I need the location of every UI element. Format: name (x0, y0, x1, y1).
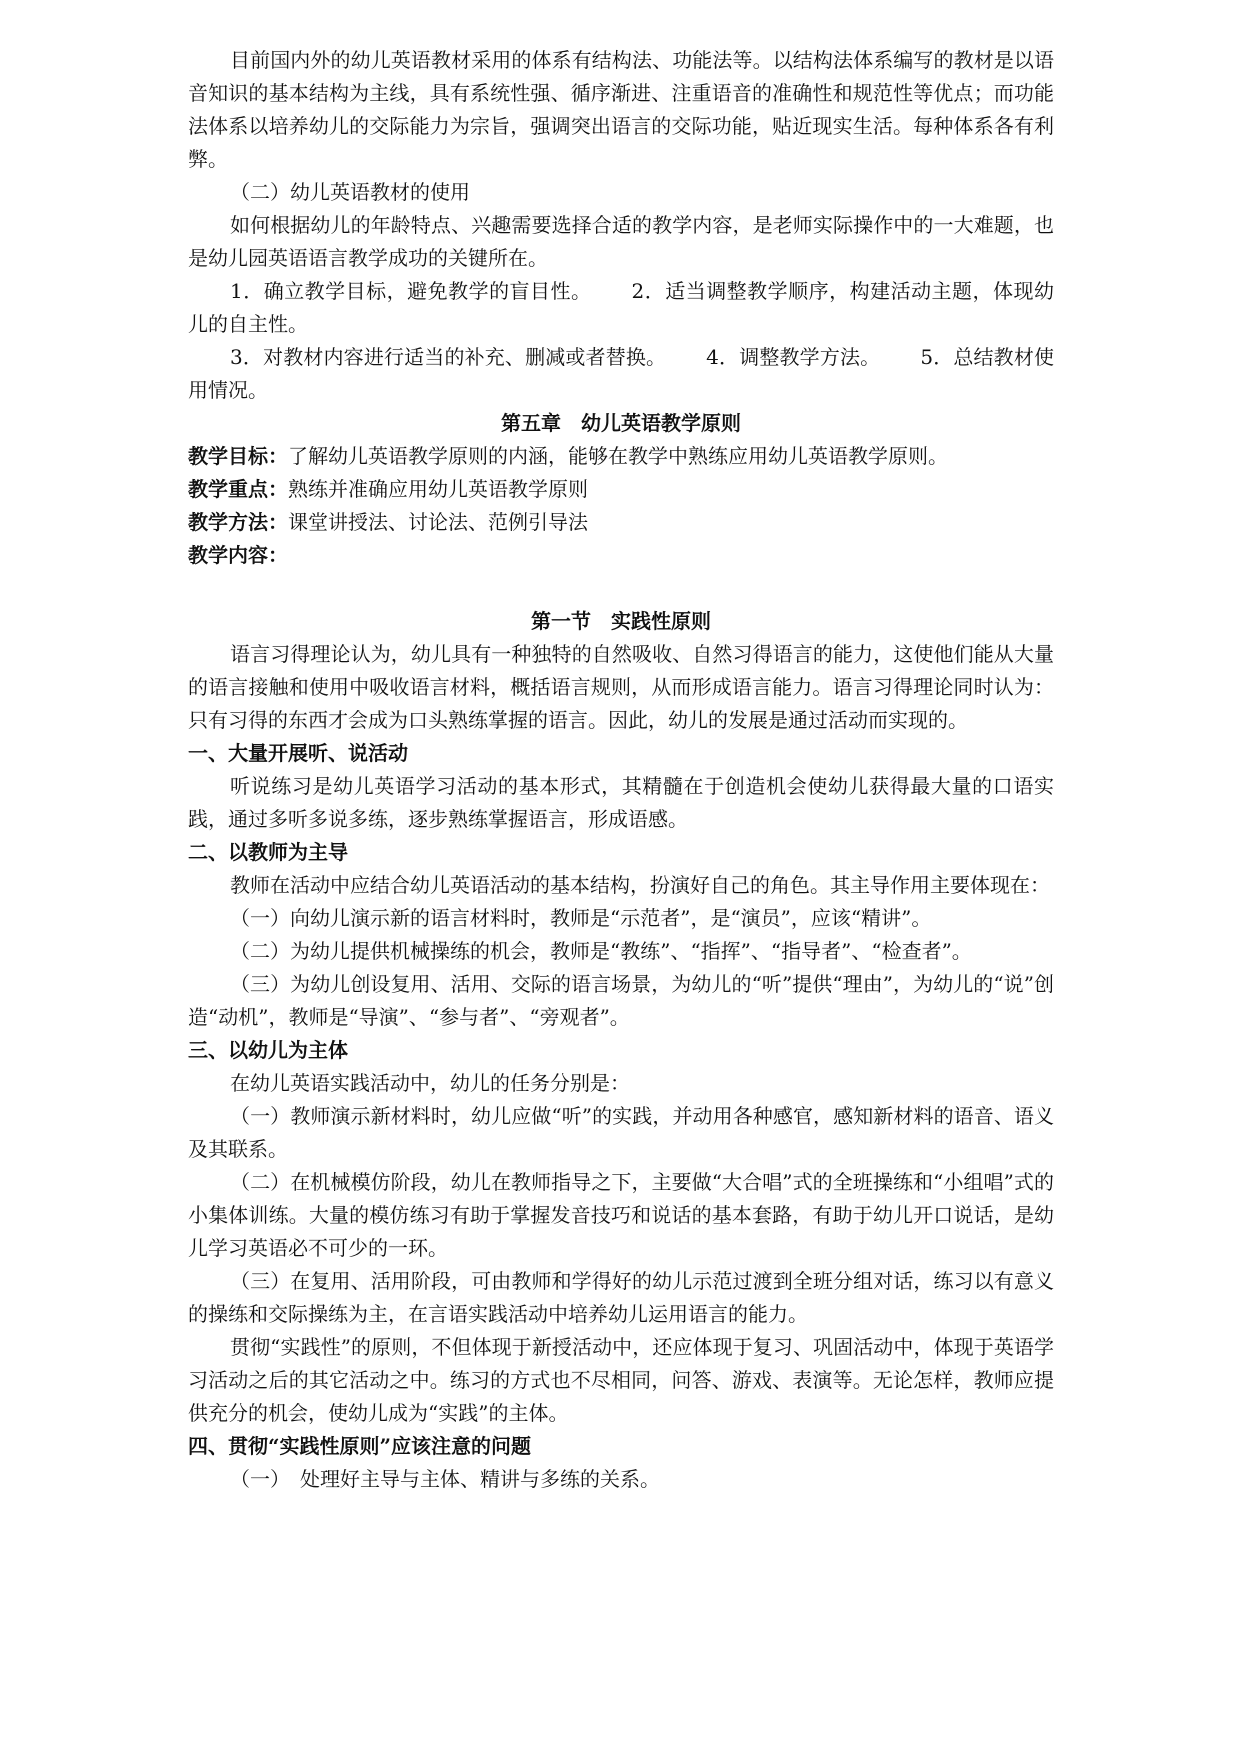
practice-principle-paragraph: 贯彻“实践性”的原则，不但体现于新授活动中，还应体现于复习、巩固活动中，体现于英语学习活动之后的其它活动之中。练习的方式也不尽相同，问答、游戏、表演等。无论怎样，教师应提供充分的机会，使幼儿成为“实践”的主体。 (188, 1335, 1054, 1425)
teaching-goal-text: 了解幼儿英语教学原则的内涵，能够在教学中熟练应用幼儿英语教学原则。 (288, 444, 948, 468)
list-item-4: 4．调整教学方法。 (706, 345, 881, 369)
list-items-3-5 (188, 341, 1054, 407)
child-task-item-1: （一）教师演示新材料时，幼儿应做“听”的实践，并动用各种感官，感知新材料的语音、语义及其联系。 (188, 1104, 1054, 1161)
teaching-focus-text: 熟练并准确应用幼儿英语教学原则 (288, 477, 588, 501)
teaching-method (188, 506, 1054, 539)
textbook-system-paragraph: 目前国内外的幼儿英语教材采用的体系有结构法、功能法等。以结构法体系编写的教材是以语音知识的基本结构为主线，具有系统性强、循序渐进、注重语音的准确性和规范性等优点；而功能法体系以培养幼儿的交际能力为宗旨，强调突出语言的交际功能，贴近现实生活。每种体系各有利弊。 (188, 48, 1054, 171)
child-subject-paragraph: 在幼儿英语实践活动中，幼儿的任务分别是： (230, 1071, 630, 1095)
teaching-method-text: 课堂讲授法、讨论法、范例引导法 (288, 510, 588, 534)
listening-speaking-paragraph: 听说练习是幼儿英语学习活动的基本形式，其精髓在于创造机会使幼儿获得最大量的口语实践，通过多听多说多练，逐步熟练掌握语言，形成语感。 (188, 774, 1054, 831)
list-item-2: 2．适当调整教学顺序，构建活动主题，体现幼儿的自主性。 (188, 279, 1054, 336)
document-body (188, 44, 1054, 1496)
teacher-role-item-2: （二）为幼儿提供机械操练的机会，教师是“教练”、“指挥”、“指导者”、“检查者”。 (230, 939, 972, 963)
teaching-goal-label: 教学目标： (188, 444, 288, 468)
teaching-focus-label: 教学重点： (188, 477, 288, 501)
heading-teacher-leading: 二、以教师为主导 (188, 840, 348, 864)
teaching-goal (188, 440, 1054, 473)
child-task-item-3: （三）在复用、活用阶段，可由教师和学得好的幼儿示范过渡到全班分组对话，练习以有意义的操练和交际操练为主，在言语实践活动中培养幼儿运用语言的能力。 (188, 1269, 1054, 1326)
heading-listening-speaking: 一、大量开展听、说活动 (188, 741, 408, 765)
teaching-focus (188, 473, 1054, 506)
content-selection-paragraph: 如何根据幼儿的年龄特点、兴趣需要选择合适的教学内容，是老师实际操作中的一大难题，也是幼儿园英语语言教学成功的关键所在。 (188, 213, 1054, 270)
teaching-method-label: 教学方法： (188, 510, 288, 534)
list-item-5: 5．总结教材使用情况。 (188, 345, 1054, 402)
section-intro-paragraph: 语言习得理论认为，幼儿具有一种独特的自然吸收、自然习得语言的能力，这使他们能从大量的语言接触和使用中吸收语言材料，概括语言规则，从而形成语言能力。语言习得理论同时认为：只有习得的东西才会成为口头熟练掌握的语言。因此，幼儿的发展是通过活动而实现的。 (188, 642, 1054, 732)
practice-issue-item-1: （一） 处理好主导与主体、精讲与多练的关系。 (230, 1467, 660, 1491)
section-title: 第一节 实践性原则 (531, 609, 711, 633)
subsection-heading-textbook-use: （二）幼儿英语教材的使用 (230, 180, 470, 204)
teaching-content (188, 539, 1054, 572)
list-item-1: 1．确立教学目标，避免教学的盲目性。 (230, 279, 592, 303)
list-item-3: 3．对教材内容进行适当的补充、删减或者替换。 (230, 345, 667, 369)
teacher-role-item-1: （一）向幼儿演示新的语言材料时，教师是“示范者”，是“演员”，应该“精讲”。 (230, 906, 932, 930)
blank-line (188, 572, 1054, 605)
heading-child-subject: 三、以幼儿为主体 (188, 1038, 348, 1062)
heading-practice-issues: 四、贯彻“实践性原则”应该注意的问题 (188, 1434, 532, 1458)
teaching-content-label: 教学内容： (188, 543, 288, 567)
teacher-leading-paragraph: 教师在活动中应结合幼儿英语活动的基本结构，扮演好自己的角色。其主导作用主要体现在： (230, 873, 1050, 897)
teacher-role-item-3: （三）为幼儿创设复用、活用、交际的语言场景，为幼儿的“听”提供“理由”，为幼儿的“说”创造“动机”，教师是“导演”、“参与者”、“旁观者”。 (188, 972, 1054, 1029)
list-items-1-2 (188, 275, 1054, 341)
child-task-item-2: （二）在机械模仿阶段，幼儿在教师指导之下，主要做“大合唱”式的全班操练和“小组唱”式的小集体训练。大量的模仿练习有助于掌握发音技巧和说话的基本套路，有助于幼儿开口说话，是幼儿学习英语必不可少的一环。 (188, 1170, 1054, 1260)
chapter-title: 第五章 幼儿英语教学原则 (501, 411, 741, 435)
